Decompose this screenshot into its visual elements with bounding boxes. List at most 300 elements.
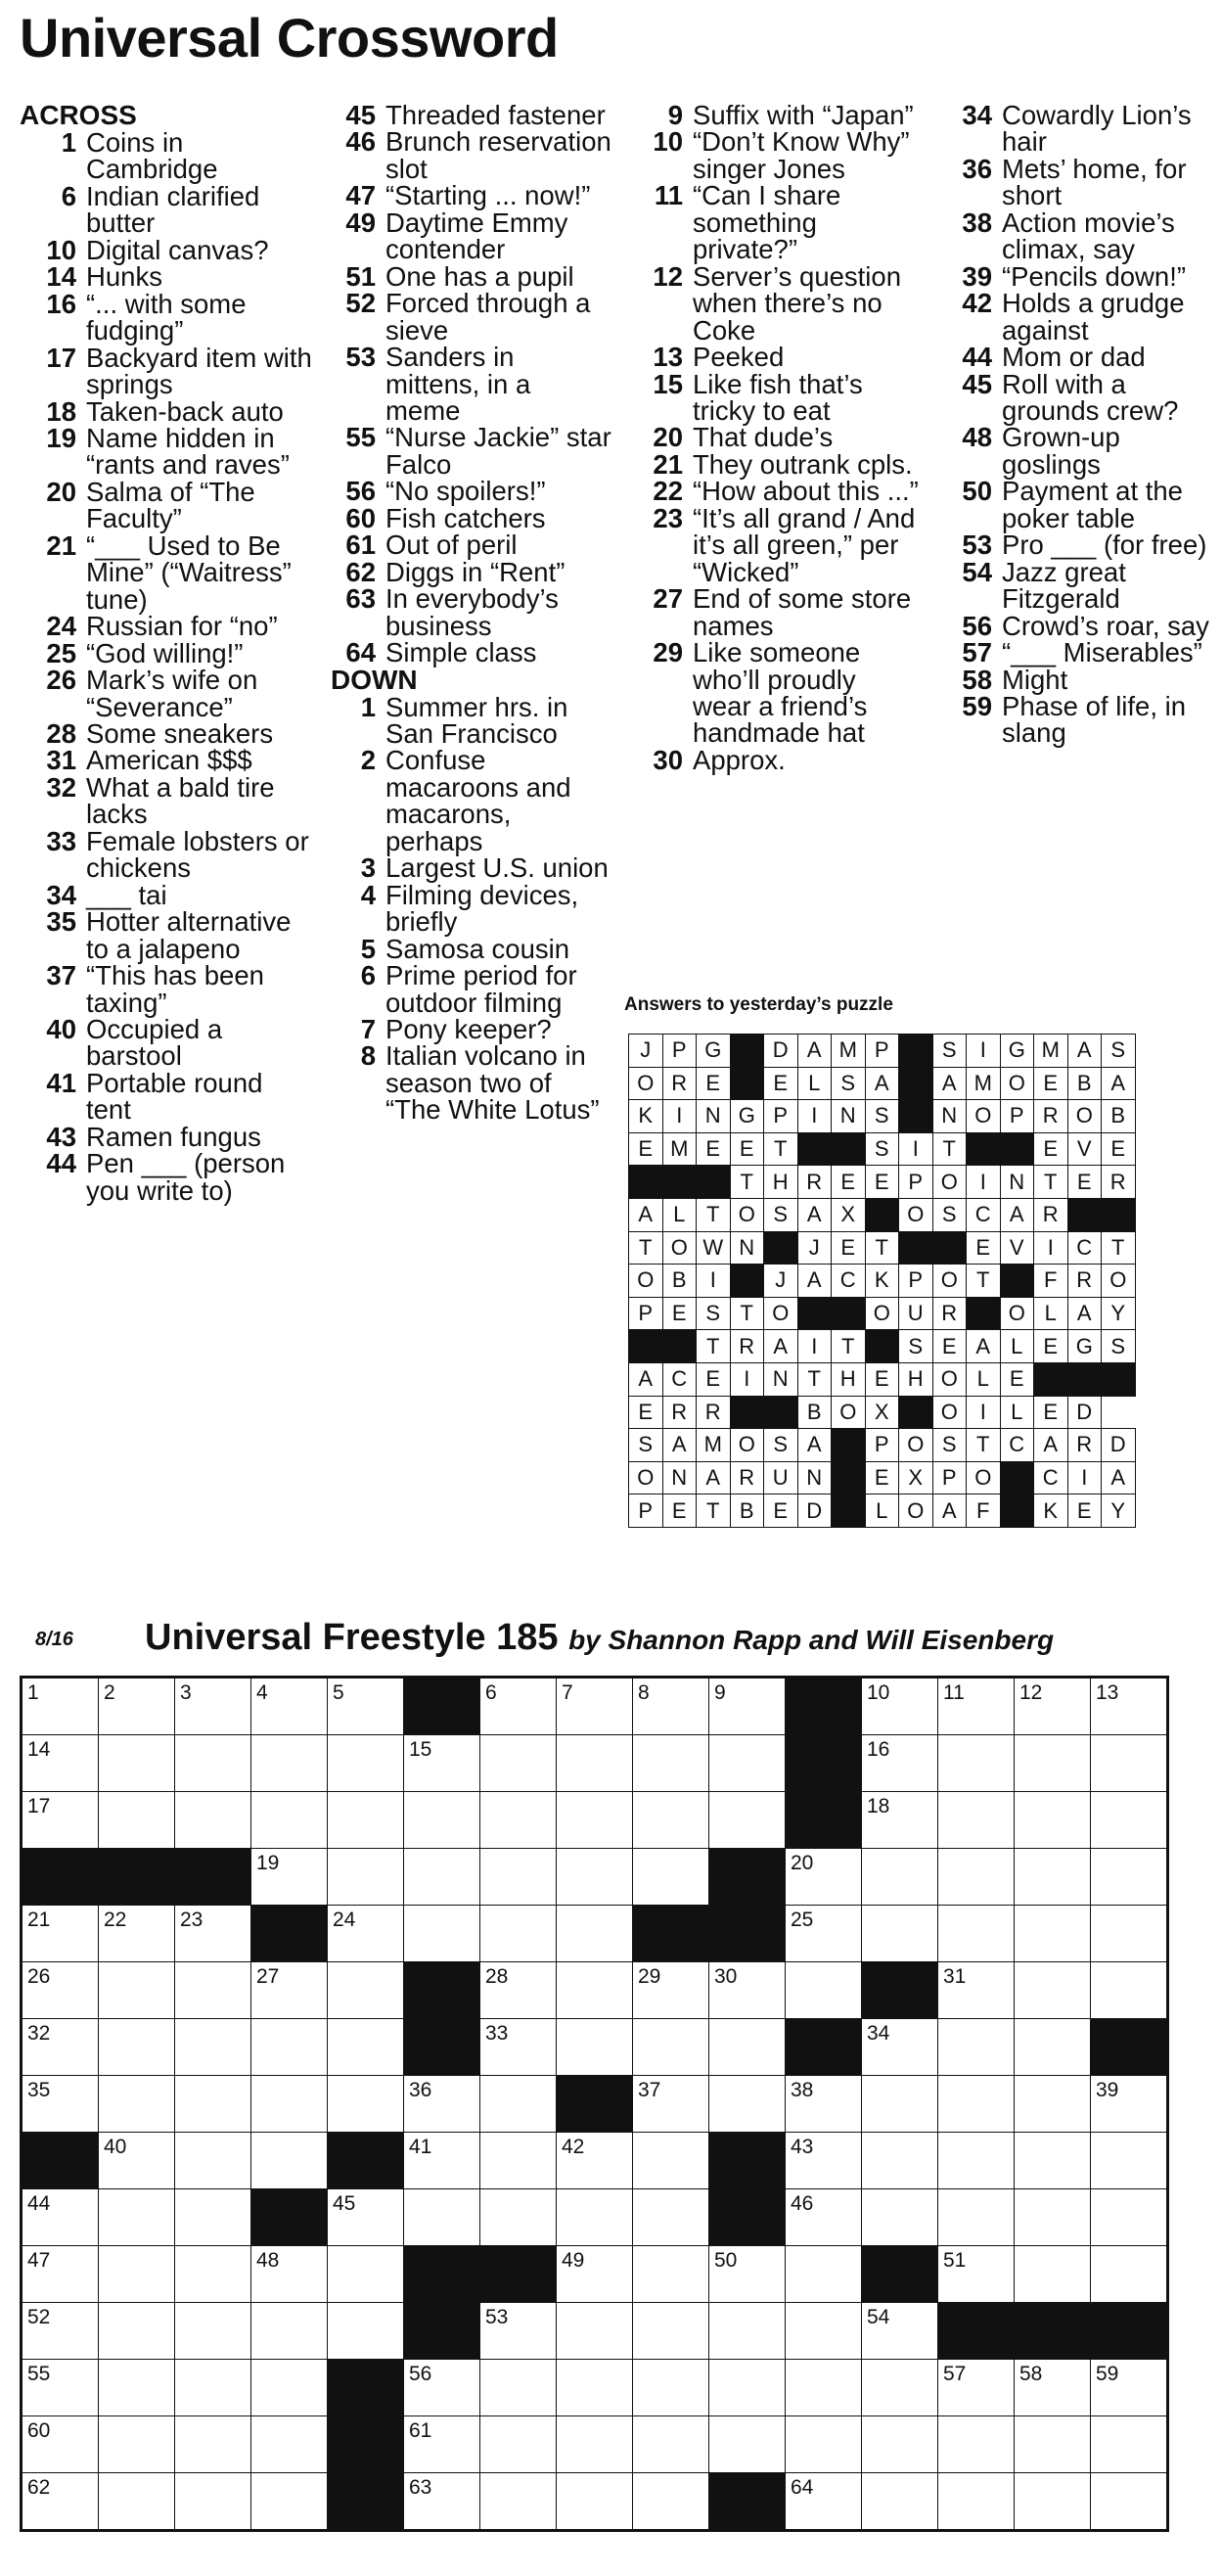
grid-cell[interactable]	[175, 2076, 251, 2133]
clue-number: 59	[962, 690, 992, 721]
grid-cell[interactable]	[1091, 1906, 1168, 1962]
grid-cell[interactable]	[480, 2303, 557, 2360]
grid-cell[interactable]	[328, 1906, 404, 1962]
grid-cell[interactable]	[175, 2473, 251, 2531]
grid-cell[interactable]	[938, 2189, 1015, 2246]
grid-cell[interactable]	[786, 2076, 862, 2133]
answer-cell: T	[764, 1132, 798, 1166]
answer-cell: S	[932, 1429, 967, 1462]
answer-cell: B	[730, 1495, 764, 1528]
cell-number: 48	[256, 2249, 280, 2272]
grid-cell[interactable]	[404, 2189, 480, 2246]
clue-text: In everybody’s business	[385, 583, 559, 641]
answer-cell: E	[764, 1067, 798, 1100]
grid-cell[interactable]	[938, 1792, 1015, 1849]
answer-cell: M	[967, 1067, 1001, 1100]
grid-cell[interactable]	[938, 2473, 1015, 2531]
clue-number: 34	[46, 879, 76, 910]
grid-cell[interactable]	[786, 2360, 862, 2416]
grid-cell[interactable]	[404, 2076, 480, 2133]
black-square	[662, 1330, 697, 1363]
clue-text: Server’s question when there’s no Coke	[693, 260, 901, 345]
grid-cell[interactable]	[1015, 1906, 1091, 1962]
answer-cell: P	[1000, 1100, 1034, 1133]
grid-cell[interactable]	[480, 1735, 557, 1792]
clue	[935, 260, 1209, 292]
clue	[935, 102, 1209, 156]
clue-text: Phase of life, in slang	[1002, 690, 1187, 749]
grid-cell[interactable]	[22, 2076, 99, 2133]
grid-cell[interactable]	[786, 2416, 862, 2473]
grid-cell[interactable]	[175, 2246, 251, 2303]
grid-cell[interactable]	[938, 1735, 1015, 1792]
grid-cell[interactable]	[175, 1906, 251, 1962]
grid-cell[interactable]	[709, 2416, 786, 2473]
grid-cell[interactable]	[786, 2303, 862, 2360]
clue-list	[20, 129, 313, 1204]
grid-cell[interactable]	[786, 1849, 862, 1906]
grid-cell[interactable]	[175, 1962, 251, 2019]
grid-cell[interactable]	[862, 2416, 938, 2473]
grid-cell[interactable]	[404, 2416, 480, 2473]
grid-cell[interactable]	[251, 1962, 328, 2019]
grid-cell[interactable]	[1015, 2246, 1091, 2303]
grid-cell[interactable]	[786, 2189, 862, 2246]
grid-cell[interactable]	[557, 1849, 633, 1906]
grid-cell[interactable]	[22, 1792, 99, 1849]
grid-cell[interactable]	[938, 2076, 1015, 2133]
answer-cell: L	[662, 1198, 697, 1231]
grid-cell[interactable]	[328, 2303, 404, 2360]
answer-cell: E	[730, 1132, 764, 1166]
clue-number: 28	[46, 717, 76, 749]
grid-cell[interactable]	[862, 2360, 938, 2416]
clue	[319, 691, 612, 749]
grid-cell[interactable]	[862, 2189, 938, 2246]
grid-cell[interactable]	[480, 2360, 557, 2416]
grid-cell[interactable]	[1015, 1792, 1091, 1849]
grid-cell[interactable]	[862, 1849, 938, 1906]
grid-cell[interactable]	[328, 1678, 404, 1735]
answer-cell: A	[629, 1362, 663, 1396]
cell-number: 62	[27, 2476, 51, 2499]
grid-cell[interactable]	[22, 1962, 99, 2019]
grid-cell[interactable]	[480, 2189, 557, 2246]
grid-cell[interactable]	[938, 1962, 1015, 2019]
grid-cell[interactable]	[175, 1678, 251, 1735]
black-square	[251, 2189, 328, 2246]
grid-cell[interactable]	[557, 1906, 633, 1962]
grid-cell[interactable]	[557, 1792, 633, 1849]
clue-text: Russian for “no”	[86, 611, 278, 642]
answer-cell: R	[1034, 1198, 1068, 1231]
grid-cell[interactable]	[786, 2473, 862, 2531]
answer-cell: X	[899, 1461, 933, 1495]
grid-cell[interactable]	[99, 1735, 175, 1792]
clue-text: Portable round tent	[86, 1067, 263, 1126]
down-header: DOWN	[331, 664, 418, 695]
grid-cell[interactable]	[480, 1849, 557, 1906]
grid-cell[interactable]	[251, 2133, 328, 2189]
grid-cell[interactable]	[99, 2303, 175, 2360]
grid-cell[interactable]	[862, 1735, 938, 1792]
grid-cell[interactable]	[633, 2303, 709, 2360]
grid-cell[interactable]	[1091, 1678, 1168, 1735]
grid-cell[interactable]	[404, 2473, 480, 2531]
grid-cell[interactable]	[175, 1735, 251, 1792]
grid-cell[interactable]	[862, 2019, 938, 2076]
grid-cell[interactable]	[633, 2360, 709, 2416]
grid-cell[interactable]	[1015, 1962, 1091, 2019]
clue-number: 42	[962, 288, 992, 319]
grid-cell[interactable]	[557, 2133, 633, 2189]
grid-cell[interactable]	[1015, 1849, 1091, 1906]
grid-cell[interactable]	[1015, 1678, 1091, 1735]
grid-cell[interactable]	[22, 2416, 99, 2473]
grid-cell[interactable]	[1091, 1735, 1168, 1792]
grid-cell[interactable]	[633, 2473, 709, 2531]
cell-number: 36	[409, 2079, 432, 2101]
grid-cell[interactable]	[99, 1962, 175, 2019]
grid-cell[interactable]	[557, 2303, 633, 2360]
grid-cell[interactable]	[404, 2133, 480, 2189]
puzzle-name: Universal Freestyle 185	[145, 1617, 559, 1658]
grid-cell[interactable]	[557, 2473, 633, 2531]
answer-cell: O	[1067, 1100, 1102, 1133]
cell-number: 60	[27, 2419, 51, 2442]
grid-cell[interactable]	[557, 1735, 633, 1792]
grid-cell[interactable]	[786, 1906, 862, 1962]
answer-cell: O	[865, 1297, 899, 1330]
grid-cell[interactable]	[480, 1906, 557, 1962]
clue	[20, 908, 313, 962]
grid-cell[interactable]	[709, 1962, 786, 2019]
grid-cell[interactable]	[480, 2019, 557, 2076]
grid-cell[interactable]	[709, 2303, 786, 2360]
grid-cell[interactable]	[557, 2360, 633, 2416]
grid-cell[interactable]	[251, 2360, 328, 2416]
cell-number: 41	[409, 2136, 432, 2158]
cell-number: 32	[27, 2022, 51, 2045]
grid-cell[interactable]	[99, 2360, 175, 2416]
grid-cell[interactable]	[251, 2019, 328, 2076]
grid-cell[interactable]	[709, 1735, 786, 1792]
answer-cell: A	[1034, 1429, 1068, 1462]
grid-cell[interactable]	[633, 1678, 709, 1735]
answer-cell: X	[865, 1396, 899, 1429]
grid-cell[interactable]	[480, 1792, 557, 1849]
answer-cell: A	[1067, 1297, 1102, 1330]
clue-number: 6	[61, 180, 76, 211]
cell-number: 43	[791, 2136, 814, 2158]
grid-cell[interactable]	[99, 2473, 175, 2531]
grid-cell[interactable]	[251, 1678, 328, 1735]
grid-cell[interactable]	[633, 1849, 709, 1906]
grid-cell[interactable]	[22, 1678, 99, 1735]
grid-cell[interactable]	[99, 1792, 175, 1849]
grid-cell[interactable]	[862, 1792, 938, 1849]
grid-cell[interactable]	[404, 1735, 480, 1792]
clue-text: One has a pupil	[385, 260, 574, 292]
grid-cell[interactable]	[633, 1792, 709, 1849]
grid-cell[interactable]	[22, 2360, 99, 2416]
clue-text: Like fish that’s tricky to eat	[693, 368, 863, 426]
grid-cell[interactable]	[1015, 2360, 1091, 2416]
cell-number: 55	[27, 2363, 51, 2385]
answer-cell: T	[1102, 1231, 1136, 1265]
clue	[319, 424, 612, 478]
grid-cell[interactable]	[1015, 2473, 1091, 2531]
answer-cell: C	[967, 1198, 1001, 1231]
grid-cell[interactable]	[1015, 2133, 1091, 2189]
grid-cell[interactable]	[99, 2076, 175, 2133]
black-square	[662, 1166, 697, 1199]
grid-cell[interactable]	[786, 1962, 862, 2019]
grid-cell[interactable]	[938, 2360, 1015, 2416]
clue	[20, 129, 313, 183]
grid-cell[interactable]	[404, 1849, 480, 1906]
black-square	[786, 1735, 862, 1792]
grid-cell[interactable]	[99, 2133, 175, 2189]
grid-cell[interactable]	[328, 1849, 404, 1906]
grid-cell[interactable]	[22, 1906, 99, 1962]
answer-cell: C	[1067, 1231, 1102, 1265]
grid-cell[interactable]	[633, 1735, 709, 1792]
grid-cell[interactable]	[99, 2189, 175, 2246]
grid-cell[interactable]	[404, 1906, 480, 1962]
black-square	[480, 2246, 557, 2303]
grid-cell[interactable]	[633, 2416, 709, 2473]
grid-cell[interactable]	[1015, 2076, 1091, 2133]
grid-cell[interactable]	[1091, 2076, 1168, 2133]
grid-cell[interactable]	[633, 1962, 709, 2019]
grid-cell[interactable]	[175, 2360, 251, 2416]
grid-cell[interactable]	[633, 2133, 709, 2189]
grid-cell[interactable]	[1091, 2133, 1168, 2189]
grid-cell[interactable]	[328, 2019, 404, 2076]
cell-number: 37	[638, 2079, 661, 2101]
grid-cell[interactable]	[557, 2416, 633, 2473]
grid-cell[interactable]	[938, 1678, 1015, 1735]
cell-number: 42	[562, 2136, 585, 2158]
grid-cell[interactable]	[328, 1792, 404, 1849]
answer-cell: A	[797, 1429, 832, 1462]
grid-cell[interactable]	[251, 1792, 328, 1849]
clue	[626, 448, 920, 480]
grid-cell[interactable]	[480, 2416, 557, 2473]
grid-cell[interactable]	[251, 2246, 328, 2303]
answer-cell: L	[1000, 1396, 1034, 1429]
black-square	[404, 2246, 480, 2303]
grid-cell[interactable]	[862, 2303, 938, 2360]
grid-cell[interactable]	[251, 2076, 328, 2133]
answer-cell: W	[697, 1231, 731, 1265]
answer-cell: O	[967, 1100, 1001, 1133]
cell-number: 63	[409, 2476, 432, 2499]
black-square	[967, 1132, 1001, 1166]
clue-text: ___ tai	[86, 879, 167, 910]
clue	[935, 690, 1209, 749]
grid-cell[interactable]	[480, 2473, 557, 2531]
grid-cell[interactable]	[404, 2360, 480, 2416]
grid-cell[interactable]	[328, 2246, 404, 2303]
grid-cell[interactable]	[709, 2076, 786, 2133]
clue-text: Largest U.S. union	[385, 852, 609, 884]
grid-cell[interactable]	[328, 1962, 404, 2019]
clue-number: 17	[46, 342, 76, 373]
grid-cell[interactable]	[99, 1678, 175, 1735]
clue	[20, 962, 313, 1016]
answer-cell: T	[730, 1166, 764, 1199]
grid-cell[interactable]	[786, 2133, 862, 2189]
grid-cell[interactable]	[99, 2246, 175, 2303]
cell-number: 31	[943, 1965, 967, 1988]
cell-number: 61	[409, 2419, 432, 2442]
grid-cell[interactable]	[328, 1735, 404, 1792]
cell-number: 21	[27, 1909, 51, 1931]
grid-cell[interactable]	[175, 1792, 251, 1849]
grid-cell[interactable]	[862, 2076, 938, 2133]
grid-cell[interactable]	[1091, 2360, 1168, 2416]
grid-cell[interactable]	[22, 2019, 99, 2076]
grid-cell[interactable]	[22, 2189, 99, 2246]
black-square	[832, 1297, 866, 1330]
grid-cell[interactable]	[938, 2133, 1015, 2189]
grid-cell[interactable]	[328, 2189, 404, 2246]
grid-cell[interactable]	[557, 2019, 633, 2076]
answer-cell: O	[932, 1265, 967, 1298]
clue	[935, 639, 1209, 666]
grid-cell[interactable]	[1091, 2246, 1168, 2303]
grid-cell[interactable]	[251, 2303, 328, 2360]
grid-cell[interactable]	[862, 2473, 938, 2531]
grid-cell[interactable]	[175, 2303, 251, 2360]
grid-cell[interactable]	[480, 2133, 557, 2189]
grid-cell[interactable]	[99, 2416, 175, 2473]
grid-cell[interactable]	[1015, 2416, 1091, 2473]
black-square	[899, 1067, 933, 1100]
black-square	[404, 2303, 480, 2360]
grid-cell[interactable]	[251, 1735, 328, 1792]
answer-cell: K	[1034, 1495, 1068, 1528]
grid-cell[interactable]	[938, 2246, 1015, 2303]
grid-cell[interactable]	[633, 2246, 709, 2303]
grid-cell[interactable]	[99, 1906, 175, 1962]
grid-cell[interactable]	[709, 1792, 786, 1849]
clue	[319, 852, 612, 884]
black-square	[786, 2019, 862, 2076]
grid-cell[interactable]	[22, 2303, 99, 2360]
grid-cell[interactable]	[1091, 2416, 1168, 2473]
grid-cell[interactable]	[328, 2076, 404, 2133]
grid-cell[interactable]	[938, 1849, 1015, 1906]
grid-cell[interactable]	[99, 2019, 175, 2076]
grid-cell[interactable]	[175, 2416, 251, 2473]
grid-cell[interactable]	[251, 1849, 328, 1906]
grid-cell[interactable]	[22, 1735, 99, 1792]
grid-cell[interactable]	[938, 1906, 1015, 1962]
grid-cell[interactable]	[862, 1678, 938, 1735]
clue-number: 26	[46, 665, 76, 696]
clue-text: “This has been taxing”	[86, 960, 264, 1018]
answer-cell: I	[662, 1100, 697, 1133]
grid-cell[interactable]	[175, 2189, 251, 2246]
grid-cell[interactable]	[709, 1678, 786, 1735]
grid-cell[interactable]	[1091, 2473, 1168, 2531]
grid-cell[interactable]	[709, 2246, 786, 2303]
grid-cell[interactable]	[175, 2019, 251, 2076]
grid-cell[interactable]	[709, 2019, 786, 2076]
clue	[319, 529, 612, 561]
grid-cell[interactable]	[633, 2189, 709, 2246]
grid-cell[interactable]	[938, 2416, 1015, 2473]
grid-cell[interactable]	[938, 2019, 1015, 2076]
answer-cell: O	[899, 1198, 933, 1231]
clue-number: 32	[46, 771, 76, 803]
grid-cell[interactable]	[1015, 2019, 1091, 2076]
grid-cell[interactable]	[480, 2076, 557, 2133]
grid-cell[interactable]	[1091, 1792, 1168, 1849]
grid-cell[interactable]	[480, 1678, 557, 1735]
grid-cell[interactable]	[633, 2019, 709, 2076]
clue-text: Crowd’s roar, say	[1002, 610, 1209, 641]
clue-number: 29	[653, 637, 683, 668]
grid-cell[interactable]	[480, 1962, 557, 2019]
black-square	[832, 1495, 866, 1528]
clue-text: Forced through a sieve	[385, 288, 591, 345]
answer-cell: U	[764, 1461, 798, 1495]
clue-text: Hunks	[86, 261, 162, 293]
grid-cell[interactable]	[404, 1792, 480, 1849]
grid-cell[interactable]	[1015, 2189, 1091, 2246]
black-square	[1034, 1362, 1068, 1396]
grid-cell[interactable]	[1091, 1962, 1168, 2019]
grid-cell[interactable]	[557, 2246, 633, 2303]
grid-cell[interactable]	[251, 2416, 328, 2473]
black-square	[404, 2019, 480, 2076]
answer-cell: I	[697, 1265, 731, 1298]
grid-cell[interactable]	[1015, 1735, 1091, 1792]
page-title: Universal Crossword	[20, 7, 559, 69]
grid-cell[interactable]	[22, 2246, 99, 2303]
grid-cell[interactable]	[709, 2360, 786, 2416]
grid-cell[interactable]	[1091, 2189, 1168, 2246]
clue	[319, 1013, 612, 1044]
grid-cell[interactable]	[557, 1678, 633, 1735]
grid-cell[interactable]	[175, 2133, 251, 2189]
answer-cell: E	[1067, 1166, 1102, 1199]
answer-cell: N	[797, 1461, 832, 1495]
grid-cell[interactable]	[786, 2246, 862, 2303]
answer-cell: L	[967, 1362, 1001, 1396]
answer-cell: O	[1000, 1067, 1034, 1100]
grid-cell[interactable]	[557, 2189, 633, 2246]
grid-cell[interactable]	[251, 2473, 328, 2531]
clue-text: Backyard item with springs	[86, 342, 312, 400]
black-square	[328, 2473, 404, 2531]
clue-number: 57	[962, 637, 992, 668]
grid-cell[interactable]	[862, 2133, 938, 2189]
grid-cell[interactable]	[557, 1962, 633, 2019]
grid-cell[interactable]	[633, 2076, 709, 2133]
clue-text: Diggs in “Rent”	[385, 556, 566, 587]
clue-number: 37	[46, 960, 76, 991]
grid-cell[interactable]	[862, 1906, 938, 1962]
clue-number: 4	[360, 879, 376, 910]
grid-cell[interactable]	[22, 2473, 99, 2531]
black-square	[899, 1035, 933, 1068]
grid-cell[interactable]	[1091, 1849, 1168, 1906]
